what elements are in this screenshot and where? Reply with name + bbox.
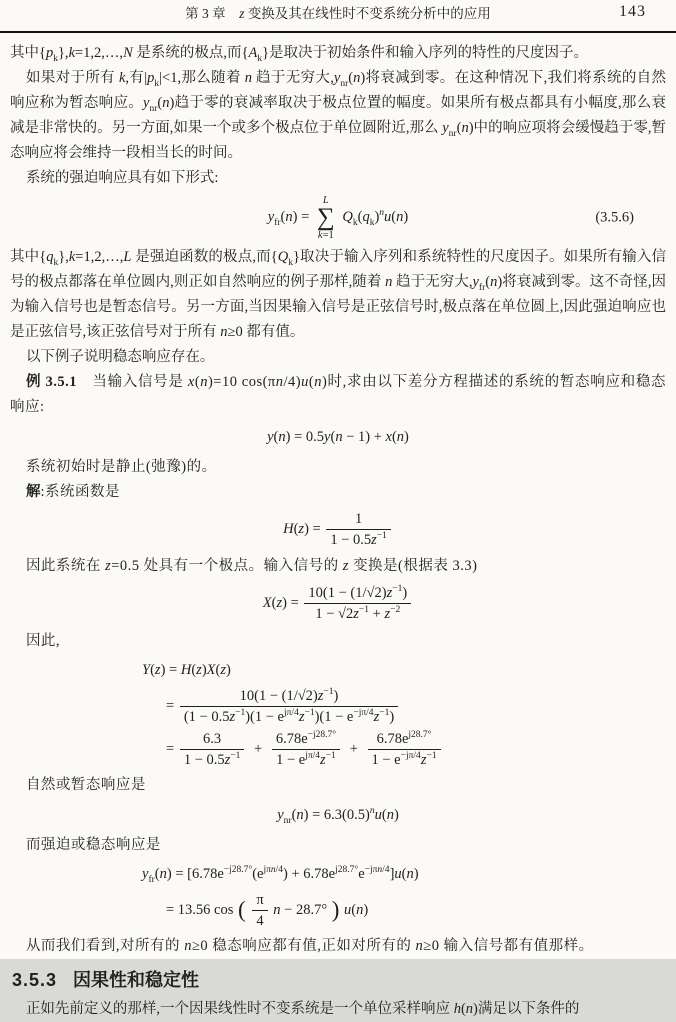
fraction-denominator: $1 - 0.5z^{-1}$: [183, 751, 241, 768]
natural-response-text: 自然或暂态响应是: [25, 777, 146, 793]
plus-sign: +: [349, 740, 358, 757]
fraction-numerator: $10(1 - (1/√2)z^{-1})$: [304, 584, 411, 604]
solution-label: 解: [25, 484, 41, 500]
fraction-numerator: $6.78e^{-j28.7^\circ}$: [272, 730, 340, 750]
paragraph-forced-intro: 系统的强迫响应具有如下形式:: [25, 170, 219, 186]
eqY-line3: [166, 730, 666, 769]
forced-response-text: 而强迫或稳态响应是: [25, 837, 161, 853]
natural-response-equation: $y_{nr}(n) = 6.3(0.5)^nu(n)$: [277, 806, 399, 826]
plus-sign: +: [254, 740, 263, 757]
sum-lower-limit: k=1: [317, 230, 334, 241]
eqH-fraction: [326, 510, 391, 549]
page-number: 143: [619, 3, 646, 20]
example-label: 例 3.5.1: [25, 374, 77, 390]
equals-sign: =: [166, 697, 175, 714]
running-title: 第 3 章 z 变换及其在线性时不变系统分析中的应用: [185, 6, 491, 21]
equation-body: [268, 195, 408, 241]
fraction-numerator: $10(1 - (1/√2)z^{-1})$: [180, 687, 398, 707]
eqX-lhs: X(z) =: [262, 595, 299, 612]
page-header: [0, 0, 676, 28]
solution-intro-text: :系统函数是: [40, 484, 120, 500]
paragraph-transient: 如果对于所有 k,有$|p_k|<1$,那么随着 n 趋于无穷大$,y_{nr}(n)$将衰减到零。在这种情况下,我们将系统的自然响应称为暂态响应。$y_{nr}(n)$趋于零的衰减率取决于极点位置的幅度。如果所有极点都具有小幅度,那么衰减是非常快的。另一方面,如果一个或多个极点位于单位圆附近,那么 $y_{nr}(n)$中的响应项将会缓慢趋于零,暂态响应将会维持一段相当长的时间。: [10, 70, 667, 161]
fraction-denominator: 4: [256, 913, 264, 930]
eq-yfr-line2-end: u(n): [344, 901, 369, 918]
eqX-fraction: [304, 584, 411, 623]
difference-equation: y(n) = 0.5y(n − 1) + x(n): [267, 429, 409, 445]
partial-fraction-2: [272, 730, 340, 769]
open-paren: (: [238, 896, 246, 922]
section-number: 3.5.3: [12, 970, 58, 991]
equals-sign: =: [166, 740, 175, 757]
eq-yfr-line2: [166, 891, 666, 930]
eqY-line1: Y(z) = H(z)X(z): [142, 661, 231, 678]
partial-fraction-1: [180, 730, 245, 769]
fraction-numerator: $6.78e^{j28.7^\circ}$: [368, 730, 441, 750]
paragraph-poles: 其中$\{p_k\},k=1,2,\dots,N$ 是系统的极点,而$\{A_k\}$是取决于初始条件和输入序列的特性的尺度因子。: [10, 45, 589, 64]
input-transform-equation: [10, 584, 666, 623]
eq-yfr-line2-arg: n − 28.7°: [273, 901, 328, 918]
solution-intro: [10, 480, 666, 505]
sigma-icon: ∑: [316, 204, 335, 231]
fraction-denominator: $1 - e^{j\pi/4}z^{-1}$: [276, 751, 336, 768]
eq-yfr-line2-prefix: = 13.56 cos: [166, 901, 234, 918]
fraction-denominator: $1 - e^{-j\pi/4}z^{-1}$: [371, 751, 437, 768]
partial-fraction-3: [368, 730, 441, 769]
eq356-lhs: $y_{fr}(n)$ =: [267, 209, 310, 229]
eqH-lhs: H(z) =: [283, 520, 321, 537]
pi-over-4-fraction: [252, 891, 267, 930]
example-intro: 当输入信号是 x(n)=10 cos(πn/4)u(n)时,求由以下差分方程描述的系统的暂态响应和稳态响应:: [10, 374, 667, 415]
equation-3-5-6: [10, 195, 666, 241]
fraction-numerator: π: [252, 891, 267, 911]
system-function-equation: [10, 510, 666, 549]
conclusion-text: 从而我们看到,对所有的 n≥0 稳态响应都有值,正如对所有的 n≥0 输入信号都有值那样。: [25, 938, 594, 955]
page-body: [0, 33, 676, 1022]
equation-number: (3.5.6): [595, 209, 634, 226]
close-paren: ): [331, 896, 340, 922]
paragraph-forced-poles: 其中$\{q_k\},k=1,2,\dots,L$ 是强迫函数的极点,而$\{Q_k\}$取决于输入序列和系统特性的尺度因子。如果所有输入信号的极点都落在单位圆内,则正如自然响应的例子那样,随着 n 趋于无穷大$,y_{fr}(n)$将衰减到零。这不奇怪,因为输入信号也是暂态信号。另一方面,当因果输入信号是正弦信号时,极点落在单位圆上,因此强迫响应也是正弦信号,该正弦信号对于所有 n≥0 都有值。: [10, 249, 667, 340]
section-title: 因果性和稳定性: [73, 970, 200, 991]
therefore-text: 因此,: [25, 632, 61, 649]
output-transform-block: [142, 658, 666, 770]
paragraph-example-lead: 以下例子说明稳态响应存在。: [25, 349, 215, 365]
closing-paragraph: 正如先前定义的那样,一个因果线性时不变系统是一个单位采样响应 h(n)满足以下条件的: [25, 1001, 580, 1018]
fraction-numerator: 1: [326, 510, 391, 530]
fraction-numerator: 6.3: [180, 730, 245, 750]
pole-text: 因此系统在 z=0.5 处具有一个极点。输入信号的 z 变换是(根据表 3.3): [25, 558, 478, 575]
eq356-rhs: $Q_k(q_k)^nu(n)$: [342, 208, 409, 229]
sum-upper-limit: L: [322, 195, 329, 206]
summation-symbol: [317, 195, 335, 241]
eqY-line2-fraction: [180, 687, 398, 726]
eq-yfr-line1: $y_{fr}(n) = [6.78e^{-j28.7^\circ}(e^{j\pi n/4}) + 6.78e^{j28.7^\circ}e^{-j\pi n/4}]u(n)$: [142, 865, 419, 885]
example-statement: [10, 370, 666, 420]
fraction-denominator: $1 - 0.5z^{-1}$: [330, 531, 387, 549]
section-heading: [12, 967, 666, 993]
example-note: 系统初始时是静止(弛豫)的。: [25, 459, 217, 475]
fraction-denominator: $(1 - 0.5z^{-1})(1 - e^{j\pi/4}z^{-1})(1 - e^{-j\pi/4}z^{-1})$: [183, 707, 395, 725]
eqY-line2: [166, 687, 666, 726]
fraction-denominator: $1 - √2z^{-1} + z^{-2}$: [315, 605, 401, 623]
forced-response-block: [142, 862, 666, 930]
